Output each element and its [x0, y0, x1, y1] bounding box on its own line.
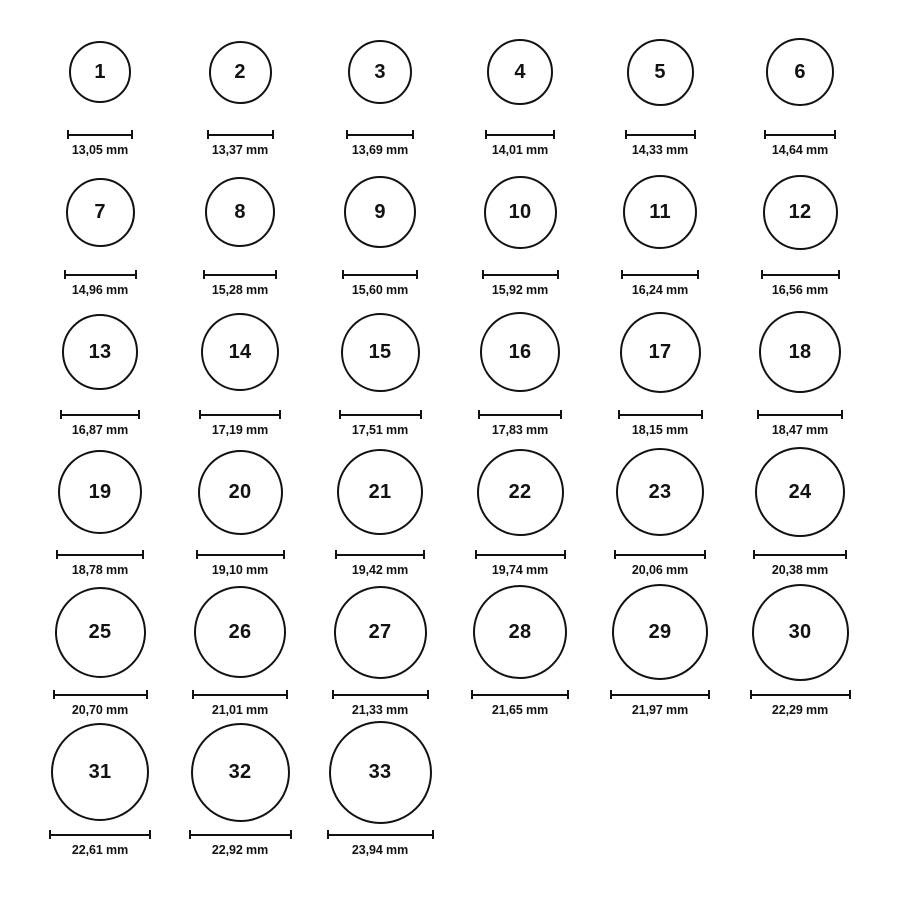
ring-circle [480, 312, 560, 392]
size-row [30, 18, 870, 158]
ring-circle-wrap [344, 158, 416, 266]
ring-size-cell[interactable] [30, 438, 170, 577]
ring-circle-wrap [69, 18, 131, 126]
ring-circle [201, 313, 279, 391]
ring-circle-wrap [627, 18, 694, 126]
caliper-bar [342, 270, 418, 279]
ring-diameter-value: 19,74 mm [491, 563, 549, 577]
ring-circle-wrap [205, 158, 275, 266]
ring-size-cell[interactable] [590, 298, 730, 437]
ring-circle [66, 178, 135, 247]
ring-size-label: 19 [88, 481, 112, 503]
ring-circle [51, 723, 149, 821]
ring-circle [620, 312, 701, 393]
ring-size-label: 26 [228, 621, 252, 643]
diameter-caliper-icon [618, 408, 703, 420]
ring-size-label: 8 [234, 201, 246, 223]
ring-circle-wrap [755, 438, 845, 546]
ring-circle-wrap [55, 578, 146, 686]
ring-circle-wrap [209, 18, 272, 126]
ring-diameter-value: 14,64 mm [771, 143, 829, 157]
ring-diameter-value: 21,01 mm [211, 703, 269, 717]
caliper-bar [189, 830, 292, 839]
ring-circle-wrap [752, 578, 849, 686]
ring-diameter-value: 19,42 mm [351, 563, 409, 577]
ring-circle-wrap [62, 298, 138, 406]
ring-circle [341, 313, 420, 392]
ring-size-label: 24 [788, 481, 812, 503]
ring-size-cell[interactable] [310, 158, 450, 297]
ring-circle-wrap [766, 18, 834, 126]
ring-size-cell[interactable] [310, 718, 450, 857]
diameter-caliper-icon [342, 268, 418, 280]
ring-circle-wrap [58, 438, 142, 546]
ring-diameter-value: 17,51 mm [351, 423, 409, 437]
diameter-caliper-icon [56, 548, 144, 560]
ring-size-cell[interactable] [730, 438, 870, 577]
caliper-bar [625, 130, 696, 139]
diameter-caliper-icon [207, 128, 274, 140]
diameter-caliper-icon [53, 688, 148, 700]
ring-diameter-value: 18,15 mm [631, 423, 689, 437]
size-row [30, 158, 870, 298]
ring-circle [329, 721, 432, 824]
ring-size-label: 4 [514, 61, 526, 83]
ring-size-label: 31 [88, 761, 112, 783]
ring-size-label: 14 [228, 341, 252, 363]
caliper-bar [761, 270, 840, 279]
caliper-bar [56, 550, 144, 559]
caliper-bar [764, 130, 836, 139]
size-grid [30, 18, 870, 858]
size-row [30, 718, 870, 858]
caliper-bar [757, 410, 843, 419]
ring-circle [484, 176, 557, 249]
ring-size-cell[interactable] [590, 578, 730, 717]
caliper-bar [618, 410, 703, 419]
diameter-caliper-icon [614, 548, 706, 560]
caliper-bar [53, 690, 148, 699]
ring-size-label: 29 [648, 621, 672, 643]
ring-size-cell[interactable] [170, 298, 310, 437]
ring-circle [759, 311, 841, 393]
ring-size-cell[interactable] [450, 18, 590, 157]
caliper-bar [485, 130, 555, 139]
diameter-caliper-icon [192, 688, 288, 700]
ring-size-cell[interactable] [170, 578, 310, 717]
diameter-caliper-icon [625, 128, 696, 140]
ring-circle [627, 39, 694, 106]
ring-size-cell[interactable] [170, 18, 310, 157]
ring-circle [205, 177, 275, 247]
ring-size-cell[interactable] [450, 158, 590, 297]
diameter-caliper-icon [332, 688, 429, 700]
ring-circle [337, 449, 423, 535]
ring-circle-wrap [348, 18, 412, 126]
caliper-bar [750, 690, 851, 699]
ring-circle [191, 723, 290, 822]
ring-circle-wrap [341, 298, 420, 406]
ring-circle-wrap [194, 578, 286, 686]
ring-size-cell[interactable] [310, 298, 450, 437]
ring-size-cell[interactable] [30, 18, 170, 157]
ring-size-label: 7 [94, 201, 106, 223]
ring-size-label: 25 [88, 621, 112, 643]
ring-size-label: 10 [508, 201, 532, 223]
size-row [30, 578, 870, 718]
caliper-bar [64, 270, 137, 279]
ring-size-label: 33 [368, 761, 392, 783]
ring-circle [766, 38, 834, 106]
ring-diameter-value: 15,92 mm [491, 283, 549, 297]
ring-diameter-value: 16,24 mm [631, 283, 689, 297]
ring-circle [344, 176, 416, 248]
ring-circle-wrap [623, 158, 697, 266]
ring-circle-wrap [198, 438, 283, 546]
ring-size-label: 30 [788, 621, 812, 643]
ring-circle [477, 449, 564, 536]
ring-circle-wrap [334, 578, 427, 686]
ring-size-label: 15 [368, 341, 392, 363]
ring-size-label: 12 [788, 201, 812, 223]
ring-circle-wrap [337, 438, 423, 546]
ring-circle [755, 447, 845, 537]
ring-size-cell[interactable] [170, 718, 310, 857]
ring-circle [612, 584, 708, 680]
ring-size-cell[interactable] [30, 298, 170, 437]
ring-size-cell[interactable] [590, 158, 730, 297]
ring-diameter-value: 18,78 mm [71, 563, 129, 577]
ring-circle [194, 586, 286, 678]
ring-diameter-value: 16,56 mm [771, 283, 829, 297]
ring-diameter-value: 21,65 mm [491, 703, 549, 717]
ring-diameter-value: 22,29 mm [771, 703, 829, 717]
caliper-bar [49, 830, 151, 839]
ring-size-label: 17 [648, 341, 672, 363]
ring-size-label: 2 [234, 61, 246, 83]
ring-size-label: 22 [508, 481, 532, 503]
ring-circle-wrap [612, 578, 708, 686]
caliper-bar [753, 550, 847, 559]
diameter-caliper-icon [478, 408, 562, 420]
ring-circle [473, 585, 567, 679]
ring-diameter-value: 23,94 mm [351, 843, 409, 857]
ring-diameter-value: 13,37 mm [211, 143, 269, 157]
diameter-caliper-icon [327, 828, 434, 840]
ring-diameter-value: 14,01 mm [491, 143, 549, 157]
ring-size-cell[interactable] [730, 158, 870, 297]
ring-diameter-value: 20,06 mm [631, 563, 689, 577]
ring-size-cell[interactable] [310, 578, 450, 717]
diameter-caliper-icon [203, 268, 277, 280]
ring-size-label: 3 [374, 61, 386, 83]
ring-size-label: 18 [788, 341, 812, 363]
caliper-bar [192, 690, 288, 699]
ring-size-cell[interactable] [590, 18, 730, 157]
ring-circle [209, 41, 272, 104]
diameter-caliper-icon [753, 548, 847, 560]
ring-diameter-value: 18,47 mm [771, 423, 829, 437]
ring-circle-wrap [51, 718, 149, 826]
diameter-caliper-icon [189, 828, 292, 840]
ring-circle [55, 587, 146, 678]
ring-size-cell[interactable] [310, 438, 450, 577]
ring-diameter-value: 17,83 mm [491, 423, 549, 437]
ring-size-label: 13 [88, 341, 112, 363]
caliper-bar [471, 690, 569, 699]
size-row [30, 438, 870, 578]
ring-size-cell[interactable] [590, 438, 730, 577]
diameter-caliper-icon [67, 128, 133, 140]
caliper-bar [478, 410, 562, 419]
ring-circle-wrap [473, 578, 567, 686]
diameter-caliper-icon [750, 688, 851, 700]
ring-size-label: 5 [654, 61, 666, 83]
ring-diameter-value: 14,96 mm [71, 283, 129, 297]
ring-diameter-value: 16,87 mm [71, 423, 129, 437]
ring-size-cell[interactable] [450, 298, 590, 437]
ring-circle-wrap [477, 438, 564, 546]
ring-circle [62, 314, 138, 390]
ring-circle-wrap [763, 158, 838, 266]
ring-diameter-value: 21,33 mm [351, 703, 409, 717]
diameter-caliper-icon [335, 548, 425, 560]
ring-size-label: 1 [94, 61, 106, 83]
ring-size-cell[interactable] [30, 578, 170, 717]
diameter-caliper-icon [757, 408, 843, 420]
caliper-bar [482, 270, 559, 279]
ring-diameter-value: 19,10 mm [211, 563, 269, 577]
caliper-bar [196, 550, 285, 559]
ring-circle-wrap [66, 158, 135, 266]
ring-size-label: 28 [508, 621, 532, 643]
ring-size-cell[interactable] [30, 718, 170, 857]
caliper-bar [346, 130, 414, 139]
caliper-bar [614, 550, 706, 559]
ring-size-cell[interactable] [450, 578, 590, 717]
ring-circle [198, 450, 283, 535]
diameter-caliper-icon [482, 268, 559, 280]
diameter-caliper-icon [196, 548, 285, 560]
caliper-bar [475, 550, 566, 559]
ring-circle [616, 448, 704, 536]
ring-diameter-value: 17,19 mm [211, 423, 269, 437]
ring-size-cell[interactable] [730, 298, 870, 437]
ring-diameter-value: 14,33 mm [631, 143, 689, 157]
diameter-caliper-icon [346, 128, 414, 140]
diameter-caliper-icon [475, 548, 566, 560]
ring-circle [763, 175, 838, 250]
ring-circle-wrap [201, 298, 279, 406]
ring-circle [487, 39, 553, 105]
ring-circle-wrap [487, 18, 553, 126]
caliper-bar [67, 130, 133, 139]
diameter-caliper-icon [761, 268, 840, 280]
ring-size-cell[interactable] [450, 438, 590, 577]
caliper-bar [199, 410, 281, 419]
caliper-bar [327, 830, 434, 839]
caliper-bar [339, 410, 422, 419]
ring-size-cell[interactable] [310, 18, 450, 157]
diameter-caliper-icon [64, 268, 137, 280]
diameter-caliper-icon [471, 688, 569, 700]
ring-circle [623, 175, 697, 249]
ring-size-label: 23 [648, 481, 672, 503]
ring-circle-wrap [759, 298, 841, 406]
ring-circle-wrap [616, 438, 704, 546]
caliper-bar [203, 270, 277, 279]
diameter-caliper-icon [610, 688, 710, 700]
diameter-caliper-icon [49, 828, 151, 840]
ring-size-label: 6 [794, 61, 806, 83]
ring-size-label: 9 [374, 201, 386, 223]
ring-diameter-value: 21,97 mm [631, 703, 689, 717]
ring-size-cell[interactable] [730, 18, 870, 157]
caliper-bar [60, 410, 140, 419]
diameter-caliper-icon [339, 408, 422, 420]
ring-size-label: 21 [368, 481, 392, 503]
ring-circle [69, 41, 131, 103]
diameter-caliper-icon [764, 128, 836, 140]
ring-circle [752, 584, 849, 681]
ring-diameter-value: 15,28 mm [211, 283, 269, 297]
ring-circle [348, 40, 412, 104]
ring-diameter-value: 15,60 mm [351, 283, 409, 297]
ring-diameter-value: 13,69 mm [351, 143, 409, 157]
ring-circle-wrap [620, 298, 701, 406]
ring-size-cell[interactable] [30, 158, 170, 297]
ring-size-cell[interactable] [170, 158, 310, 297]
ring-diameter-value: 20,38 mm [771, 563, 829, 577]
ring-diameter-value: 22,92 mm [211, 843, 269, 857]
size-row [30, 298, 870, 438]
caliper-bar [610, 690, 710, 699]
ring-circle-wrap [191, 718, 290, 826]
ring-size-label: 20 [228, 481, 252, 503]
ring-size-label: 16 [508, 341, 532, 363]
diameter-caliper-icon [621, 268, 699, 280]
ring-circle-wrap [480, 298, 560, 406]
diameter-caliper-icon [60, 408, 140, 420]
ring-diameter-value: 13,05 mm [71, 143, 129, 157]
ring-size-label: 11 [649, 201, 671, 223]
ring-diameter-value: 20,70 mm [71, 703, 129, 717]
caliper-bar [207, 130, 274, 139]
ring-size-cell[interactable] [730, 578, 870, 717]
ring-circle-wrap [484, 158, 557, 266]
caliper-bar [621, 270, 699, 279]
ring-size-label: 27 [368, 621, 392, 643]
diameter-caliper-icon [485, 128, 555, 140]
ring-diameter-value: 22,61 mm [71, 843, 129, 857]
ring-circle [58, 450, 142, 534]
ring-size-label: 32 [228, 761, 252, 783]
caliper-bar [335, 550, 425, 559]
diameter-caliper-icon [199, 408, 281, 420]
ring-circle-wrap [329, 718, 432, 826]
ring-circle [334, 586, 427, 679]
ring-size-cell[interactable] [170, 438, 310, 577]
caliper-bar [332, 690, 429, 699]
